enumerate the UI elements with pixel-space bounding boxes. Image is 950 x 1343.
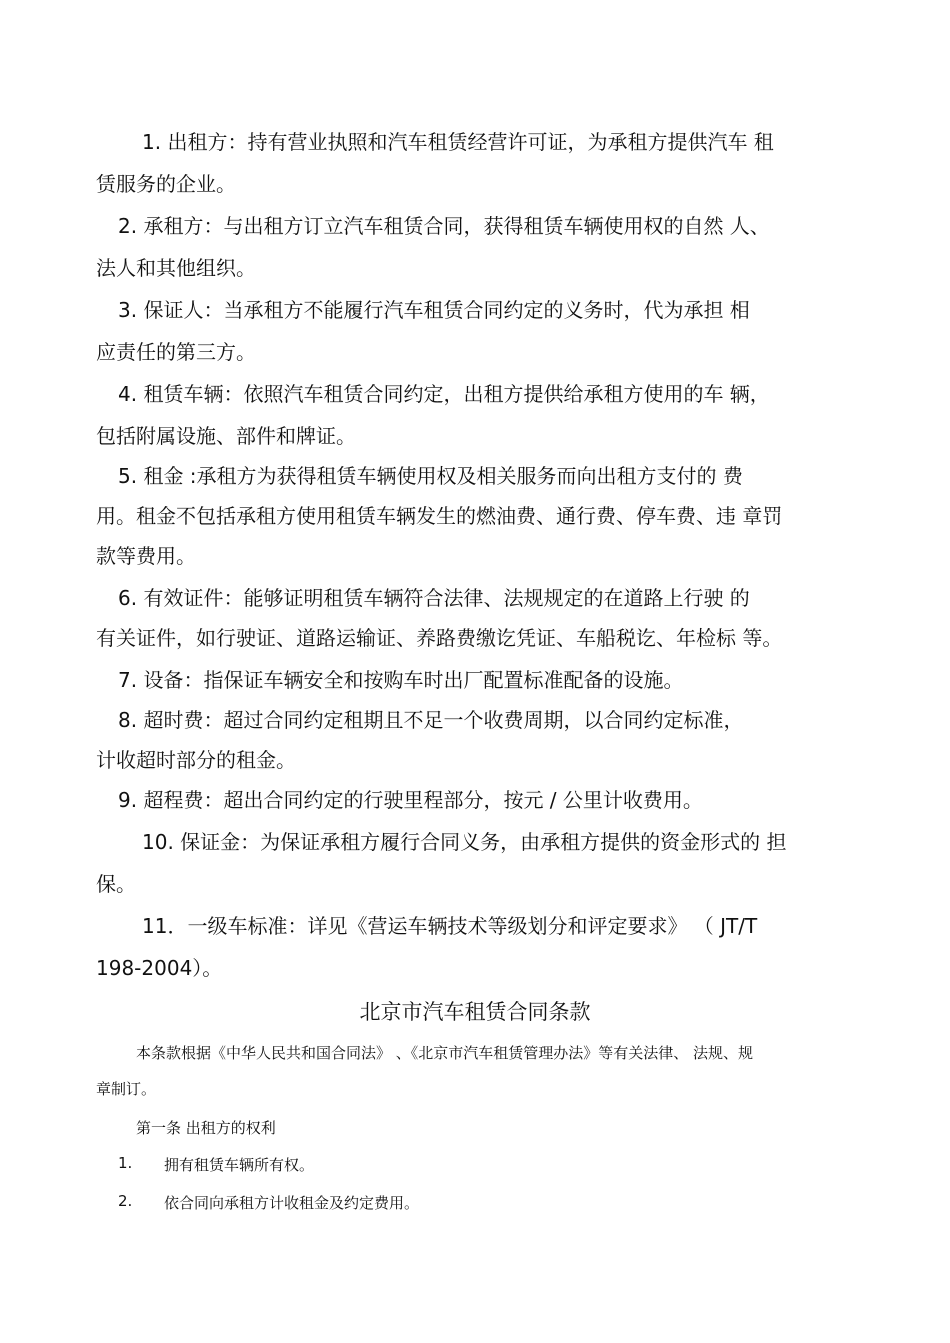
definition-4-line-1: 4. 租赁车辆：依照汽车租赁合同约定，出租方提供给承租方使用的车 辆， [118, 382, 770, 406]
definition-8-line-2: 计收超时部分的租金。 [96, 748, 296, 772]
definition-6-line-2: 有关证件，如行驶证、道路运输证、养路费缴讫凭证、车船税讫、年检标 等。 [96, 626, 783, 650]
definition-5-line-1: 5. 租金 :承租方为获得租赁车辆使用权及相关服务而向出租方支付的 费 [118, 464, 743, 488]
definition-1-line-1: 1. 出租方：持有营业执照和汽车租赁经营许可证，为承租方提供汽车 租 [142, 130, 774, 154]
definition-2-line-2: 法人和其他组织。 [96, 256, 256, 280]
article-1-item-2-text: 依合同向承租方计收租金及约定费用。 [164, 1194, 420, 1212]
definition-9-line-1: 9. 超程费：超出合同约定的行驶里程部分，按元 / 公里计收费用。 [118, 788, 703, 812]
definition-6-line-1: 6. 有效证件：能够证明租赁车辆符合法律、法规规定的在道路上行驶 的 [118, 586, 750, 610]
definition-10-line-2: 保。 [96, 872, 136, 896]
article-1-item-2-number: 2. [118, 1192, 133, 1210]
definition-3-line-1: 3. 保证人：当承租方不能履行汽车租赁合同约定的义务时，代为承担 相 [118, 298, 750, 322]
definition-7-line-1: 7. 设备：指保证车辆安全和按购车时出厂配置标准配备的设施。 [118, 668, 684, 692]
article-1-item-1-number: 1. [118, 1154, 133, 1172]
definition-2-line-1: 2. 承租方：与出租方订立汽车租赁合同，获得租赁车辆使用权的自然 人、 [118, 214, 770, 238]
article-1-heading: 第一条 出租方的权利 [136, 1119, 276, 1137]
definition-1-line-2: 赁服务的企业。 [96, 172, 236, 196]
definition-10-line-1: 10. 保证金：为保证承租方履行合同义务，由承租方提供的资金形式的 担 [142, 830, 787, 854]
article-1-item-1-text: 拥有租赁车辆所有权。 [164, 1156, 315, 1174]
definition-5-line-2: 用。租金不包括承租方使用租赁车辆发生的燃油费、通行费、停车费、违 章罚 [96, 504, 783, 528]
definition-11-line-1: 11．一级车标准：详见《营运车辆技术等级划分和评定要求》 （ JT/T [142, 914, 758, 938]
definition-5-line-3: 款等费用。 [96, 544, 196, 568]
preamble-line-1: 本条款根据《中华人民共和国合同法》 、《北京市汽车租赁管理办法》等有关法律、 法规、规 [136, 1044, 754, 1062]
document-title: 北京市汽车租赁合同条款 [359, 1000, 591, 1024]
definition-11-line-2: 198-2004）。 [96, 956, 223, 980]
definition-8-line-1: 8. 超时费：超过合同约定租期且不足一个收费周期，以合同约定标准， [118, 708, 744, 732]
definition-3-line-2: 应责任的第三方。 [96, 340, 256, 364]
preamble-line-2: 章制订。 [96, 1080, 157, 1098]
definition-4-line-2: 包括附属设施、部件和牌证。 [96, 424, 356, 448]
